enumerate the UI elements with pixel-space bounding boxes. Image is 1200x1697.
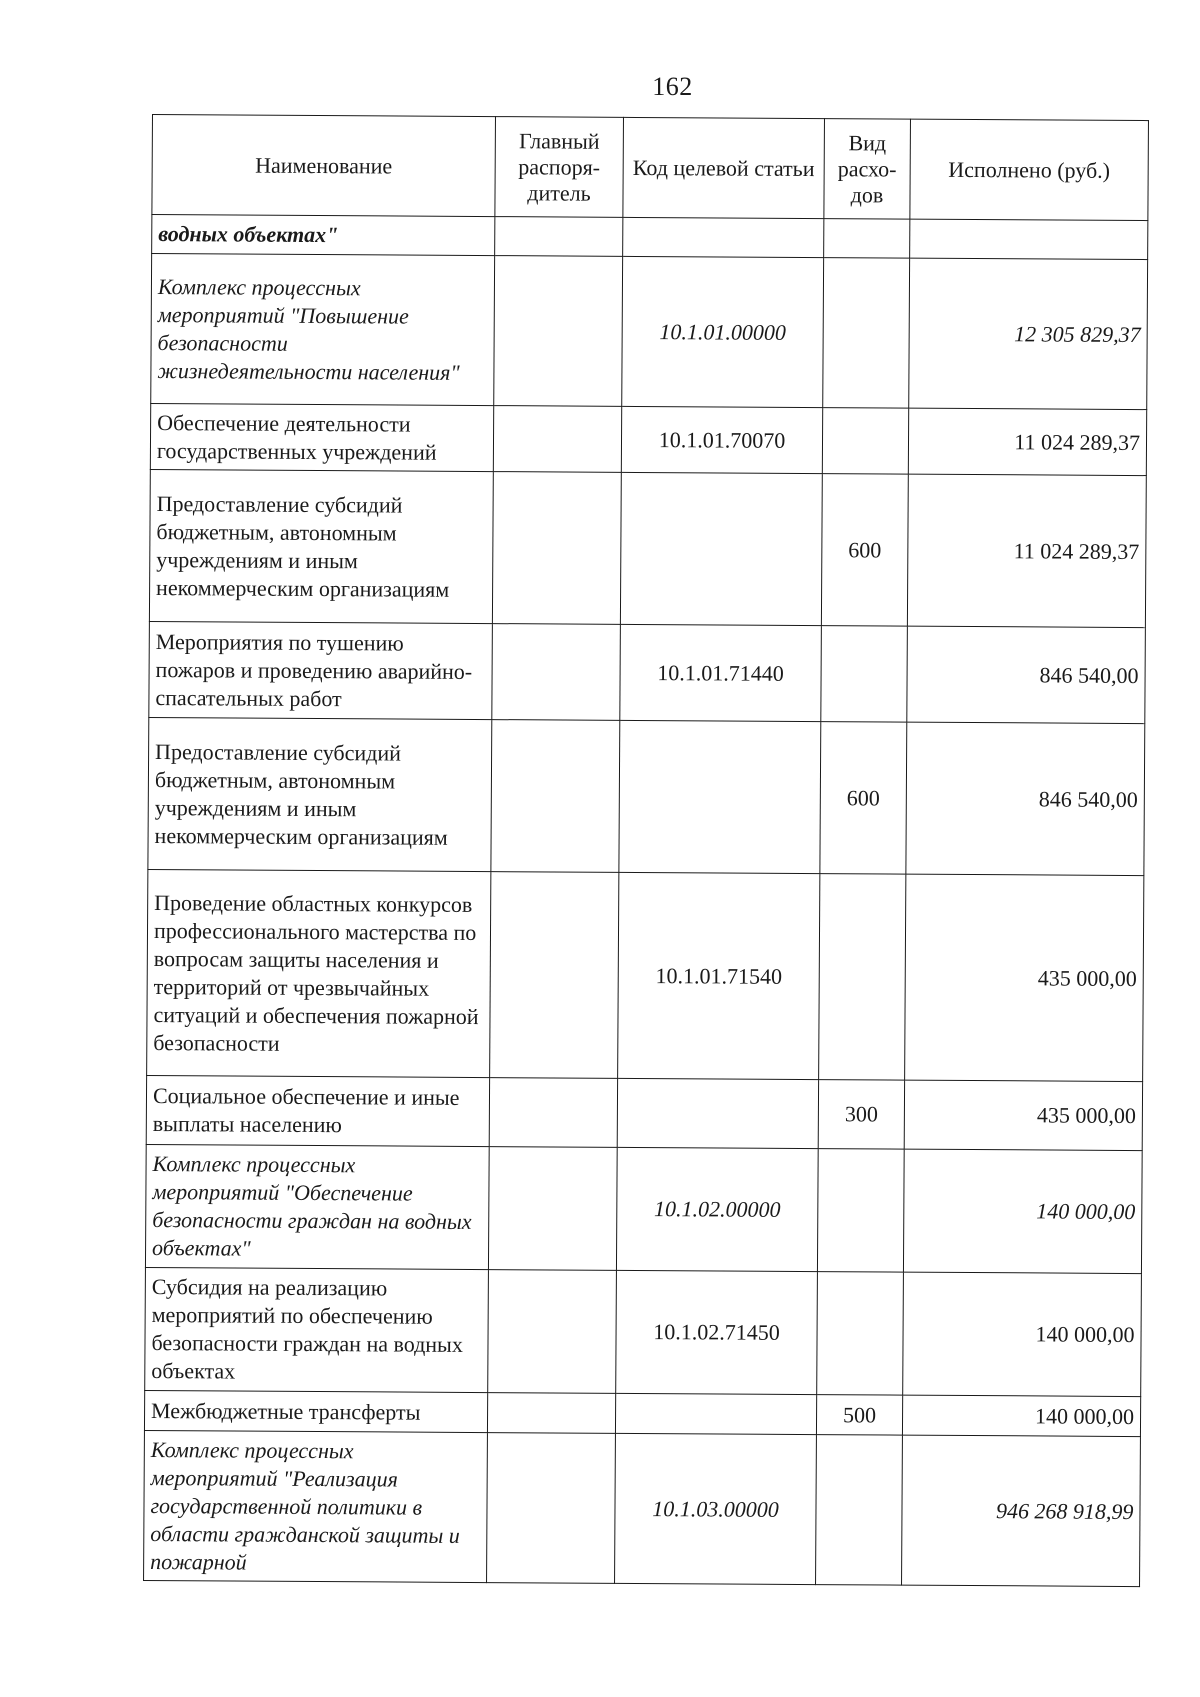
table-row (145, 1267, 1142, 1396)
row-executed-amount: 11 024 289,37 (908, 408, 1146, 475)
row-executed-amount: 946 268 918,99 (902, 1435, 1141, 1586)
row-name: водных объектах" (152, 215, 495, 256)
row-main-manager (487, 1433, 616, 1584)
row-name: Субсидия на реализацию мероприятий по обеспечению безопасности граждан на водных объектах (145, 1267, 489, 1392)
row-main-manager (491, 720, 620, 873)
row-target-code: 10.1.01.00000 (622, 256, 824, 407)
row-name: Социальное обеспечение и иные выплаты населению (146, 1075, 489, 1146)
row-main-manager (488, 1147, 617, 1271)
row-main-manager (492, 624, 621, 721)
row-expense-kind (819, 874, 906, 1081)
row-expense-kind (822, 408, 908, 475)
row-expense-kind (823, 258, 910, 409)
row-expense-kind (821, 626, 908, 723)
row-target-code (615, 1393, 816, 1434)
row-target-code: 10.1.03.00000 (615, 1433, 817, 1584)
row-executed-amount: 435 000,00 (905, 874, 1144, 1081)
row-executed-amount: 11 024 289,37 (907, 474, 1146, 627)
table-row (149, 621, 1146, 723)
row-expense-kind: 500 (816, 1395, 902, 1436)
row-target-code: 10.1.01.70070 (621, 406, 822, 473)
row-target-code: 10.1.01.71440 (620, 624, 822, 721)
row-main-manager (488, 1270, 617, 1394)
row-executed-amount: 846 540,00 (907, 626, 1146, 723)
row-main-manager (494, 256, 623, 407)
row-name: Проведение областных конкурсов профессионального мастерства по вопросам защиты населения и территорий от чрезвычайных ситуаций и обеспечения пожарной безопасности (147, 869, 491, 1077)
header-expense-kind: Вид расхо-дов (824, 119, 911, 220)
row-target-code: 10.1.02.00000 (616, 1147, 818, 1271)
row-target-code: 10.1.01.71540 (618, 872, 820, 1079)
header-executed: Исполнено (руб.) (910, 119, 1149, 220)
table-row (146, 1075, 1142, 1150)
row-main-manager (495, 217, 623, 257)
row-name: Мероприятия по тушению пожаров и проведению аварийно-спасательных работ (149, 621, 493, 719)
row-executed-amount: 140 000,00 (902, 1395, 1140, 1436)
row-target-code (623, 217, 824, 257)
row-target-code (620, 472, 822, 625)
row-executed-amount (910, 219, 1148, 259)
row-expense-kind (817, 1272, 904, 1396)
row-name: Обеспечение деятельности государственных учреждений (150, 403, 493, 471)
row-name: Комплекс процессных мероприятий "Повышение безопасности жизнедеятельности населения" (151, 254, 495, 406)
table-row (145, 1144, 1142, 1273)
header-name: Наименование (152, 115, 496, 217)
table-row (152, 215, 1148, 260)
row-target-code: 10.1.02.71450 (616, 1270, 818, 1394)
row-name: Комплекс процессных мероприятий "Реализация государственной политики в области гражданской защиты и пожарной (144, 1430, 488, 1582)
row-expense-kind (817, 1149, 904, 1273)
table-row (149, 469, 1146, 627)
table-row (144, 1430, 1141, 1586)
row-executed-amount: 846 540,00 (906, 722, 1145, 875)
row-main-manager (489, 1078, 617, 1148)
row-main-manager (493, 406, 621, 473)
row-expense-kind: 600 (821, 474, 908, 627)
header-target-code: Код целевой статьи (623, 117, 825, 218)
table-header-row (152, 115, 1149, 221)
row-main-manager (487, 1393, 615, 1434)
row-name: Предоставление субсидий бюджетным, автономным учреждениям и иным некоммерческим организациям (149, 469, 493, 623)
header-main-manager: Главный распоря-дитель (495, 117, 624, 218)
budget-execution-table (143, 114, 1149, 1587)
row-executed-amount: 140 000,00 (903, 1272, 1142, 1396)
row-name: Предоставление субсидий бюджетным, автономным учреждениям и иным некоммерческим организациям (148, 717, 492, 871)
row-expense-kind: 300 (818, 1080, 904, 1150)
row-executed-amount: 435 000,00 (904, 1080, 1142, 1150)
table-row (144, 1390, 1140, 1436)
row-executed-amount: 12 305 829,37 (909, 258, 1148, 409)
row-main-manager (492, 472, 621, 625)
page-number: 162 (652, 72, 693, 101)
table-row (148, 717, 1145, 875)
row-expense-kind: 600 (820, 722, 907, 875)
row-target-code (619, 720, 821, 873)
table-row (150, 403, 1146, 475)
table-row (147, 869, 1144, 1081)
row-main-manager (490, 872, 619, 1079)
row-executed-amount: 140 000,00 (903, 1149, 1142, 1273)
row-expense-kind (816, 1435, 903, 1586)
row-target-code (617, 1078, 818, 1148)
row-expense-kind (824, 219, 910, 259)
table-row (151, 254, 1148, 410)
row-name: Комплекс процессных мероприятий "Обеспечение безопасности граждан на водных объектах" (145, 1144, 489, 1269)
row-name: Межбюджетные трансферты (144, 1390, 487, 1432)
